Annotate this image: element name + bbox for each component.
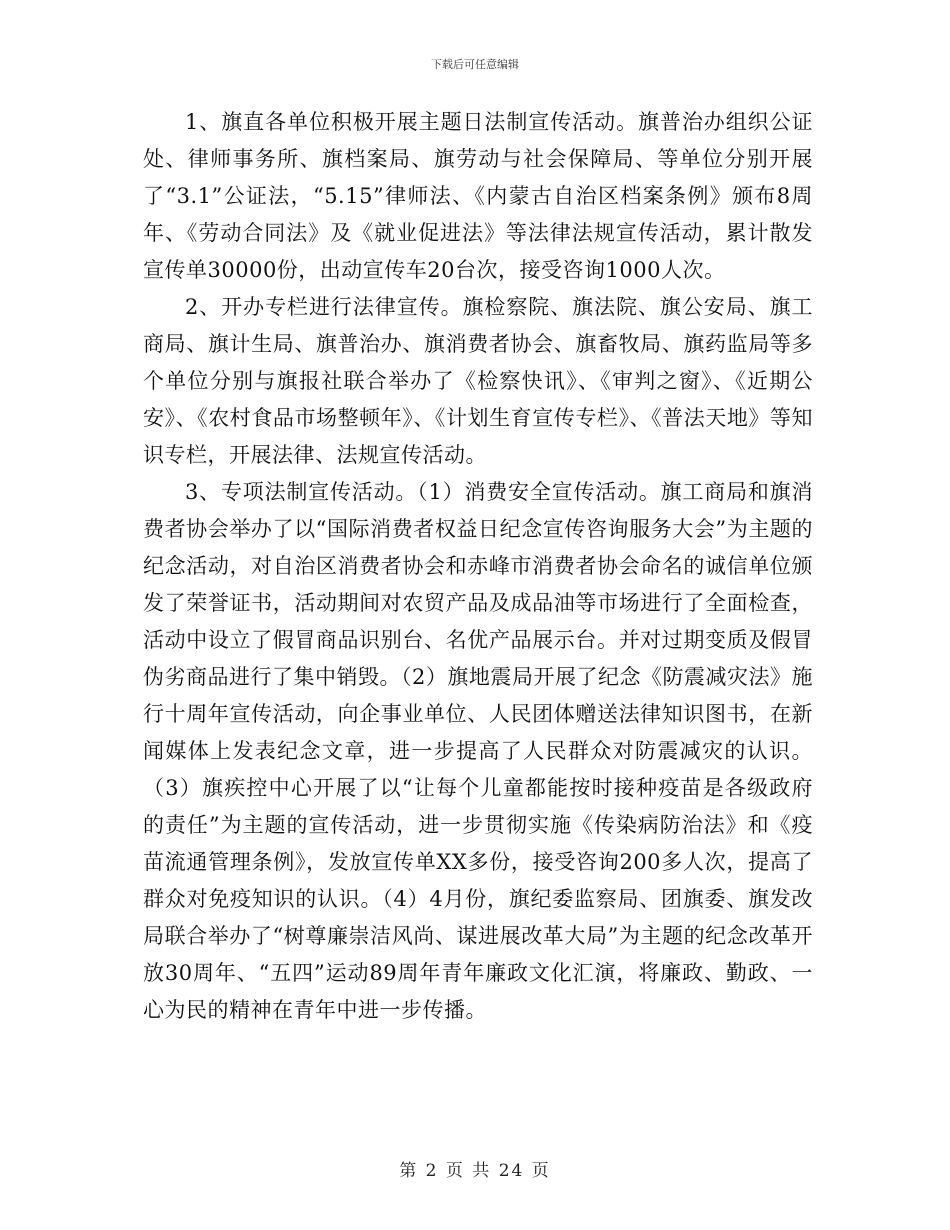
- paragraph-1: 1、旗直各单位积极开展主题日法制宣传活动。旗普治办组织公证处、律师事务所、旗档案局、旗劳动与社会保障局、等单位分别开展了“3.1”公证法，“5.15”律师法、《内蒙古自治区档案条例》颁布8周年、《劳动合同法》及《就业促进法》等法律法规宣传活动，累计散发宣传单30000份，出动宣传车20台次，接受咨询1000人次。: [143, 110, 813, 282]
- document-body: [143, 104, 813, 1029]
- page-header-note: 下载后可任意编辑: [431, 58, 519, 71]
- page-number: 第 2 页 共 24 页: [399, 1161, 551, 1181]
- paragraph-3: 3、专项法制宣传活动。（1）消费安全宣传活动。旗工商局和旗消费者协会举办了以“国际消费者权益日纪念宣传咨询服务大会”为主题的纪念活动，对自治区消费者协会和赤峰市消费者协会命名的诚信单位颁发了荣誉证书，活动期间对农贸产品及成品油等市场进行了全面检查，活动中设立了假冒商品识别台、名优产品展示台。并对过期变质及假冒伪劣商品进行了集中销毁。（2）旗地震局开展了纪念《防震减灾法》施行十周年宣传活动，向企事业单位、人民团体赠送法律知识图书，在新闻媒体上发表纪念文章，进一步提高了人民群众对防震减灾的认识。（3）旗疾控中心开展了以“让每个儿童都能按时接种疫苗是各级政府的责任”为主题的宣传活动，进一步贯彻实施《传染病防治法》和《疫苗流通管理条例》，发放宣传单XX多份，接受咨询200多人次，提高了群众对免疫知识的认识。（4）4月份，旗纪委监察局、团旗委、旗发改局联合举办了“树尊廉崇洁风尚、谋进展改革大局”为主题的纪念改革开放30周年、“五四”运动89周年青年廉政文化汇演，将廉政、勤政、一心为民的精神在青年中进一步传播。: [143, 480, 813, 1022]
- paragraph-2: 2、开办专栏进行法律宣传。旗检察院、旗法院、旗公安局、旗工商局、旗计生局、旗普治办、旗消费者协会、旗畜牧局、旗药监局等多个单位分别与旗报社联合举办了《检察快讯》、《审判之窗》、《近期公安》、《农村食品市场整顿年》、《计划生育宣传专栏》、《普法天地》等知识专栏，开展法律、法规宣传活动。: [143, 295, 813, 467]
